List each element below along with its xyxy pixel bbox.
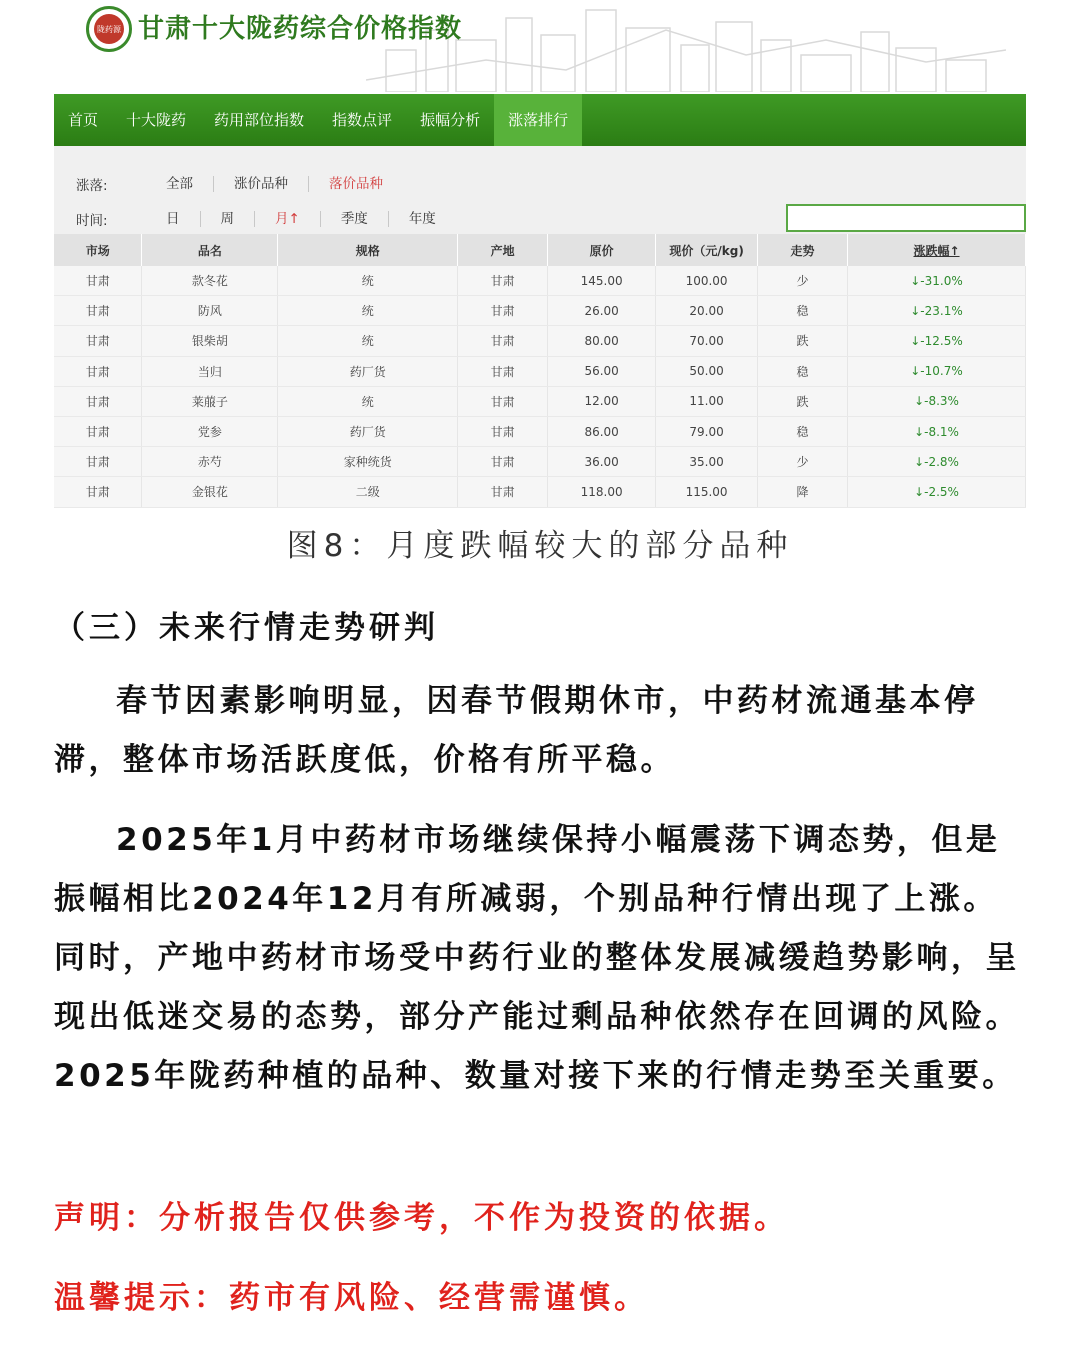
- table-cell: 少: [758, 447, 848, 477]
- column-header: 规格: [278, 234, 458, 266]
- table-cell: 甘肃: [458, 356, 548, 386]
- time-filter-option[interactable]: 月↑: [255, 211, 321, 227]
- table-cell: 药厂货: [278, 356, 458, 386]
- figure-caption: 图8：月度跌幅较大的部分品种: [286, 528, 794, 564]
- table-cell: 跌: [758, 326, 848, 356]
- change-filter-row: [76, 174, 403, 194]
- table-cell: 少: [758, 266, 848, 296]
- table-cell: 甘肃: [54, 447, 142, 477]
- table-cell: 12.00: [548, 386, 656, 416]
- table-cell: 莱菔子: [142, 386, 278, 416]
- nav-item[interactable]: 振幅分析: [420, 111, 481, 129]
- column-header: 品名: [142, 234, 278, 266]
- table-cell: 甘肃: [458, 416, 548, 446]
- time-filter-option[interactable]: 周: [201, 211, 256, 227]
- table-cell: 145.00: [548, 266, 656, 296]
- table-cell: 甘肃: [458, 296, 548, 326]
- table-cell: 100.00: [656, 266, 758, 296]
- table-cell: 金银花: [142, 477, 278, 507]
- change-filter-label: 涨落:: [76, 178, 108, 194]
- time-filter-option[interactable]: 季度: [321, 211, 389, 227]
- table-cell: 甘肃: [458, 477, 548, 507]
- table-cell: 药厂货: [278, 416, 458, 446]
- disclaimer-notice: 声明：分析报告仅供参考，不作为投资的依据。: [54, 1200, 789, 1236]
- search-input[interactable]: [786, 204, 1026, 232]
- column-header: 走势: [758, 234, 848, 266]
- table-cell: 统: [278, 266, 458, 296]
- table-cell: 甘肃: [54, 266, 142, 296]
- table-cell: 36.00: [548, 447, 656, 477]
- table-cell: 79.00: [656, 416, 758, 446]
- nav-item[interactable]: 指数点评: [332, 111, 393, 129]
- nav-item[interactable]: 十大陇药: [126, 111, 187, 129]
- table-cell: 防风: [142, 296, 278, 326]
- column-header: 产地: [458, 234, 548, 266]
- change-filter-option[interactable]: 落价品种: [329, 176, 383, 192]
- site-title: 甘肃十大陇药综合价格指数: [138, 14, 463, 44]
- table-cell: 稳: [758, 296, 848, 326]
- table-cell: ↓-2.5%: [848, 477, 1026, 507]
- time-filter-option[interactable]: 日: [146, 211, 201, 227]
- table-cell: 跌: [758, 386, 848, 416]
- column-header: 市场: [54, 234, 142, 266]
- table-cell: 款冬花: [142, 266, 278, 296]
- table-cell: 甘肃: [458, 386, 548, 416]
- table-cell: 35.00: [656, 447, 758, 477]
- nav-item[interactable]: 药用部位指数: [214, 111, 305, 129]
- table-cell: 赤芍: [142, 447, 278, 477]
- table-cell: 80.00: [548, 326, 656, 356]
- table-cell: 50.00: [656, 356, 758, 386]
- table-cell: ↓-2.8%: [848, 447, 1026, 477]
- table-cell: 降: [758, 477, 848, 507]
- table-cell: 党参: [142, 416, 278, 446]
- time-filter-label: 时间:: [76, 213, 108, 229]
- table-row: [54, 416, 1026, 446]
- table-cell: 70.00: [656, 326, 758, 356]
- nav-item[interactable]: 首页: [68, 111, 99, 129]
- change-filter-option[interactable]: 涨价品种: [214, 176, 309, 192]
- nav-item[interactable]: 涨落排行: [494, 94, 582, 146]
- table-cell: ↓-12.5%: [848, 326, 1026, 356]
- table-cell: ↓-8.3%: [848, 386, 1026, 416]
- table-cell: 甘肃: [54, 326, 142, 356]
- table-cell: 银柴胡: [142, 326, 278, 356]
- table-cell: 甘肃: [458, 266, 548, 296]
- table-row: [54, 326, 1026, 356]
- table-cell: ↓-10.7%: [848, 356, 1026, 386]
- table-cell: 甘肃: [458, 326, 548, 356]
- column-header: 原价: [548, 234, 656, 266]
- risk-tip-notice: 温馨提示：药市有风险、经营需谨慎。: [54, 1280, 649, 1316]
- price-change-table: [54, 234, 1026, 508]
- table-header-row: [54, 234, 1026, 266]
- table-cell: ↓-23.1%: [848, 296, 1026, 326]
- logo-seal: 陇药源: [94, 14, 124, 44]
- table-cell: 甘肃: [54, 356, 142, 386]
- table-row: [54, 386, 1026, 416]
- table-cell: 稳: [758, 416, 848, 446]
- table-cell: 11.00: [656, 386, 758, 416]
- table-row: [54, 356, 1026, 386]
- table-cell: 118.00: [548, 477, 656, 507]
- paragraph-2: 2025年1月中药材市场继续保持小幅震荡下调态势，但是振幅相比2024年12月有所减弱，个别品种行情出现了上涨。同时，产地中药材市场受中药行业的整体发展减缓趋势影响，呈现出低迷交易的态势，部分产能过剩品种依然存在回调的风险。2025年陇药种植的品种、数量对接下来的行情走势至关重要。: [54, 822, 1020, 1094]
- time-filter-row: [76, 209, 456, 229]
- table-cell: 甘肃: [54, 296, 142, 326]
- table-cell: 56.00: [548, 356, 656, 386]
- change-filter-option[interactable]: 全部: [146, 176, 214, 192]
- table-cell: ↓-31.0%: [848, 266, 1026, 296]
- table-cell: 家种统货: [278, 447, 458, 477]
- column-header: 现价（元/kg): [656, 234, 758, 266]
- site-logo[interactable]: [86, 6, 132, 52]
- table-cell: 86.00: [548, 416, 656, 446]
- table-cell: 二级: [278, 477, 458, 507]
- table-row: [54, 477, 1026, 507]
- time-filter-option[interactable]: 年度: [408, 211, 436, 227]
- table-row: [54, 447, 1026, 477]
- table-cell: 115.00: [656, 477, 758, 507]
- table-row: [54, 266, 1026, 296]
- table-cell: 甘肃: [458, 447, 548, 477]
- table-cell: 稳: [758, 356, 848, 386]
- table-cell: 甘肃: [54, 416, 142, 446]
- table-cell: 统: [278, 296, 458, 326]
- table-cell: 26.00: [548, 296, 656, 326]
- site-header: [54, 0, 1026, 92]
- table-cell: 甘肃: [54, 477, 142, 507]
- section-heading: （三）未来行情走势研判: [54, 610, 439, 646]
- table-cell: 当归: [142, 356, 278, 386]
- table-cell: ↓-8.1%: [848, 416, 1026, 446]
- ranking-panel: [54, 146, 1026, 500]
- column-header[interactable]: 涨跌幅↑: [848, 234, 1026, 266]
- table-cell: 统: [278, 326, 458, 356]
- table-cell: 甘肃: [54, 386, 142, 416]
- paragraph-1: 春节因素影响明显，因春节假期休市，中药材流通基本停滞，整体市场活跃度低，价格有所平稳。: [54, 683, 979, 778]
- main-nav: [54, 94, 1026, 146]
- table-cell: 统: [278, 386, 458, 416]
- table-cell: 20.00: [656, 296, 758, 326]
- table-row: [54, 296, 1026, 326]
